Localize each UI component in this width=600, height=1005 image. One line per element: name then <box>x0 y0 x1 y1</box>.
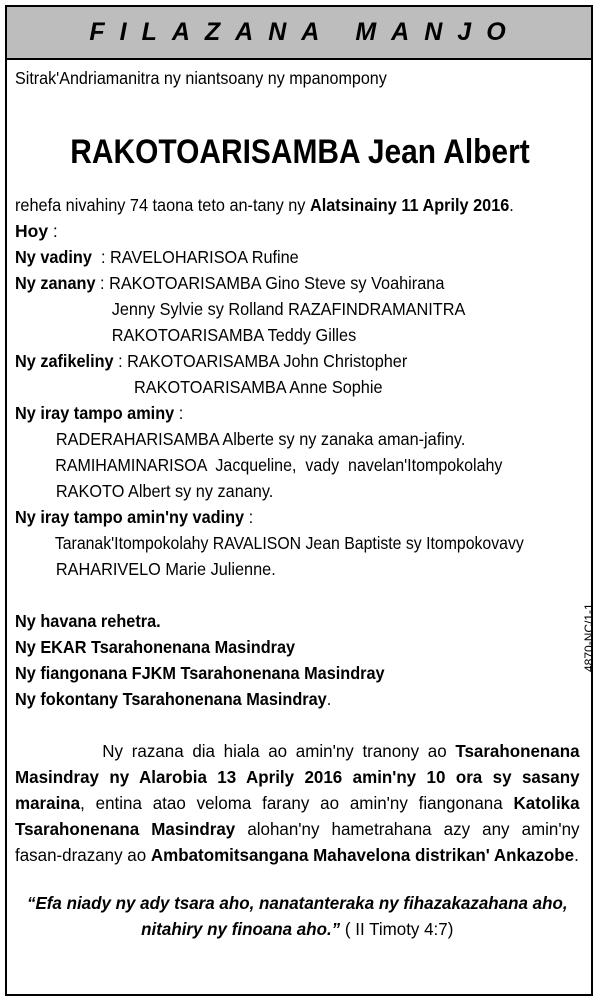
notice-title: FILAZANA MANJO <box>89 18 521 46</box>
hoy-line: Hoy : <box>15 221 58 241</box>
quote-reference: ( II Timoty 4:7) <box>340 919 454 939</box>
group-fjkm: Ny fiangonana FJKM Tsarahonenana Masindray <box>15 663 385 683</box>
notice-frame <box>5 5 596 996</box>
zanany-line-2: Jenny Sylvie sy Rolland RAZAFINDRAMANITRA <box>111 299 466 319</box>
intro-text: Sitrak'Andriamanitra ny niantsoany ny mpanompony <box>15 68 387 88</box>
tampo-aminy-heading: Ny iray tampo aminy : <box>15 403 184 423</box>
zafikeliny-line-2: RAKOTOARISAMBA Anne Sophie <box>134 377 383 397</box>
notice-body <box>15 65 585 942</box>
zafikeliny-line: Ny zafikeliny : RAKOTOARISAMBA John Christopher <box>15 351 408 371</box>
deceased-name: RAKOTOARISAMBA Jean Albert <box>70 133 530 171</box>
tampo-vadiny-heading: Ny iray tampo amin'ny vadiny : <box>15 507 254 527</box>
bible-quote <box>15 890 580 942</box>
notice-header <box>7 7 591 60</box>
death-date: Alatsinainy 11 Aprily 2016 <box>309 195 510 215</box>
zanany-line: Ny zanany : RAKOTOARISAMBA Gino Steve sy Voahirana <box>15 273 445 293</box>
zanany-line-3: RAKOTOARISAMBA Teddy Gilles <box>111 325 357 345</box>
death-notice: rehefa nivahiny 74 taona teto an-tany ny Alatsinainy 11 Aprily 2016. <box>15 195 514 215</box>
group-fokontany: Ny fokontany Tsarahonenana Masindray. <box>15 689 332 709</box>
quote-text: “Efa niady ny ady tsara aho, nanatanteraka ny fihazakazahana aho, nitahiry ny finoana aho.” <box>26 893 568 939</box>
tampo-aminy-line-2: RAMIHAMINARISOA Jacqueline, vady navelan'Itompokolahy <box>55 455 503 475</box>
reference-code: 4870-NC/1-1 <box>582 603 596 672</box>
tampo-vadiny-line-1: Taranak'Itompokolahy RAVALISON Jean Baptiste sy Itompokovavy <box>54 533 524 553</box>
tampo-aminy-line-1: RADERAHARISAMBA Alberte sy ny zanaka aman-jafiny. <box>55 429 466 449</box>
group-ekar: Ny EKAR Tsarahonenana Masindray <box>15 637 296 657</box>
vadiny-line: Ny vadiny : RAVELOHARISOA Rufine <box>15 247 299 267</box>
tampo-vadiny-line-2: RAHARIVELO Marie Julienne. <box>55 559 276 579</box>
group-havana: Ny havana rehetra. <box>15 611 161 631</box>
tampo-aminy-line-3: RAKOTO Albert sy ny zanany. <box>55 481 274 501</box>
funeral-paragraph: Ny razana dia hiala ao amin'ny tranony ao Tsarahonenana Masindray ny Alarobia 13 Aprily 2016 amin'ny 10 ora sy sasany maraina, entina atao veloma farany ao amin'ny fiangonana Katolika Tsarahonenana Masindray alohan'ny hametrahana azy any amin'ny fasan-drazany ao Ambatomitsangana Mahavelona distrikan' Ankazobe. <box>15 741 580 865</box>
